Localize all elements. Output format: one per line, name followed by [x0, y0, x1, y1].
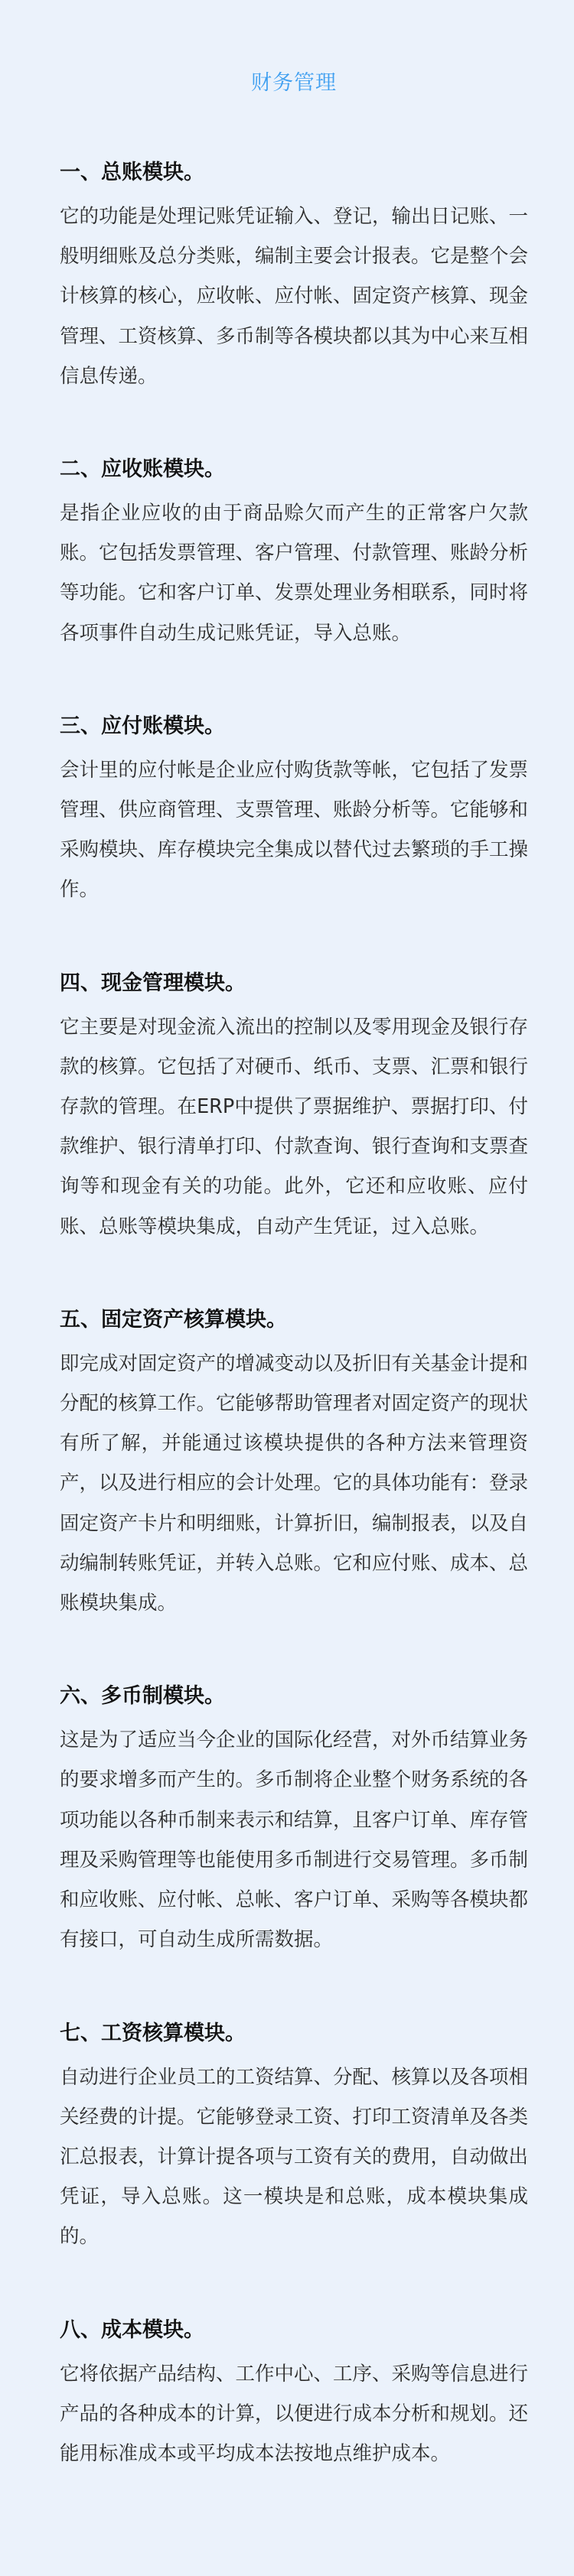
- section-fixed-assets: [60, 1300, 528, 1623]
- section-body: 即完成对固定资产的增减变动以及折旧有关基金计提和分配的核算工作。它能够帮助管理者对固定资产的现状有所了解，并能通过该模块提供的各种方法来管理资产，以及进行相应的会计处理。它的具体功能有：登录固定资产卡片和明细账，计算折旧，编制报表，以及自动编制转账凭证，并转入总账。它和应付账、成本、总账模块集成。: [60, 1351, 529, 1615]
- section-accounts-payable: [60, 707, 528, 910]
- section-heading: 七、工资核算模块。: [60, 2021, 246, 2045]
- section-accounts-receivable: [60, 450, 528, 653]
- section-heading: 二、应收账模块。: [60, 457, 225, 482]
- section-heading: 四、现金管理模块。: [60, 971, 246, 995]
- section-heading: 八、成本模块。: [60, 2317, 204, 2342]
- section-heading: 三、应付账模块。: [60, 714, 225, 738]
- section-body: 会计里的应付帐是企业应付购货款等帐，它包括了发票管理、供应商管理、支票管理、账龄分析等。它能够和采购模块、库存模块完全集成以替代过去繁琐的手工操作。: [60, 758, 529, 902]
- section-body: 这是为了适应当今企业的国际化经营，对外币结算业务的要求增多而产生的。多币制将企业整个财务系统的各项功能以各种币制来表示和结算，且客户订单、库存管理及采购管理等也能使用多币制进行交易管理。多币制和应收账、应付帐、总帐、客户订单、采购等各模块都有接口，可自动生成所需数据。: [60, 1729, 529, 1952]
- section-heading: 六、多币制模块。: [60, 1684, 225, 1709]
- section-body: 它将依据产品结构、工作中心、工序、采购等信息进行产品的各种成本的计算，以便进行成本分析和规划。还能用标准成本或平均成本法按地点维护成本。: [60, 2362, 529, 2465]
- section-costing: [60, 2311, 528, 2474]
- page-title: 财务管理: [251, 71, 337, 95]
- section-general-ledger: [60, 153, 528, 396]
- section-payroll: [60, 2014, 528, 2257]
- section-body: 它主要是对现金流入流出的控制以及零用现金及银行存款的核算。它包括了对硬币、纸币、支票、汇票和银行存款的管理。在ERP中提供了票据维护、票据打印、付款维护、银行清单打印、付款查询、银行查询和支票查询等和现金有关的功能。此外，它还和应收账、应付账、总账等模块集成，自动产生凭证，过入总账。: [60, 1015, 529, 1238]
- section-body: 自动进行企业员工的工资结算、分配、核算以及各项相关经费的计提。它能够登录工资、打印工资清单及各类汇总报表，计算计提各项与工资有关的费用，自动做出凭证，导入总账。这一模块是和总账，成本模块集成的。: [60, 2065, 529, 2249]
- section-heading: 一、总账模块。: [60, 161, 204, 184]
- section-multi-currency: [60, 1677, 528, 1960]
- section-body: 它的功能是处理记账凭证输入、登记，输出日记账、一般明细账及总分类账，编制主要会计报表。它是整个会计核算的核心，应收帐、应付帐、固定资产核算、现金管理、工资核算、多币制等各模块都以其为中心来互相信息传递。: [60, 205, 529, 388]
- section-heading: 五、固定资产核算模块。: [60, 1307, 287, 1332]
- section-cash-management: [60, 964, 528, 1247]
- section-body: 是指企业应收的由于商品赊欠而产生的正常客户欠款账。它包括发票管理、客户管理、付款管理、账龄分析等功能。它和客户订单、发票处理业务相联系，同时将各项事件自动生成记账凭证，导入总账。: [60, 502, 529, 645]
